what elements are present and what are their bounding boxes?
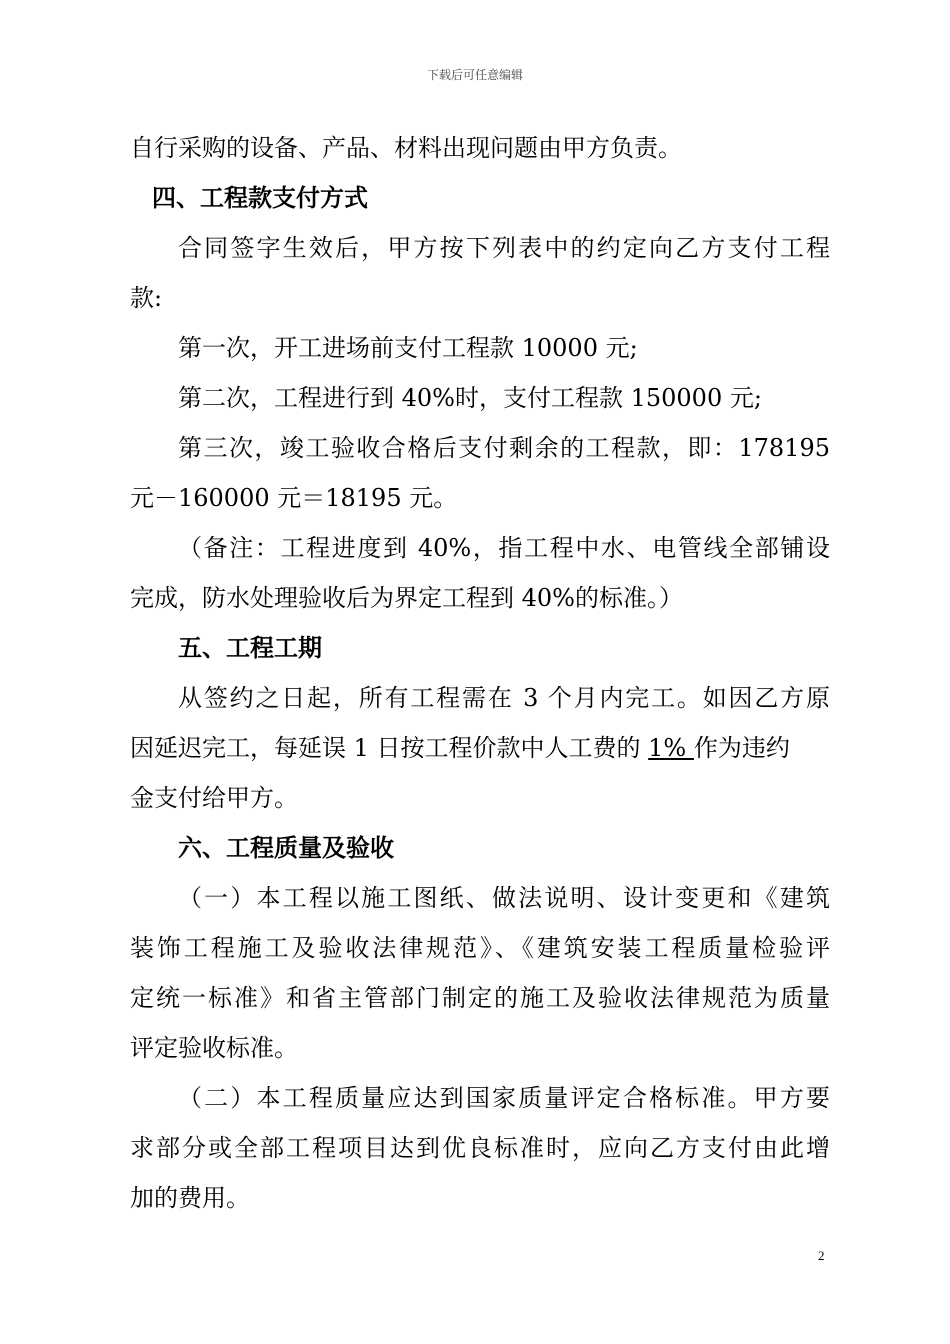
paragraph-line — [130, 732, 830, 764]
paragraph-line: 评定验收标准。 — [130, 1034, 298, 1062]
text-span: 因延迟完工，每延误 1 日按工程价款中人工费的 — [130, 734, 649, 762]
section-heading-quality: 六、工程质量及验收 — [178, 834, 394, 862]
text-span: 作为违约 — [693, 734, 790, 762]
page-number: 2 — [818, 1248, 825, 1263]
paragraph-line: 求部分或全部工程项目达到优良标准时，应向乙方支付由此增 — [130, 1134, 830, 1162]
payment-item-third: 第三次，竣工验收合格后支付剩余的工程款，即：178195 — [178, 434, 830, 462]
paragraph-line: 加的费用。 — [130, 1184, 250, 1212]
section-heading-payment: 四、工程款支付方式 — [152, 184, 368, 212]
payment-item-first: 第一次，开工进场前支付工程款 10000 元; — [178, 334, 638, 362]
paragraph-line: 金支付给甲方。 — [130, 784, 298, 812]
section-heading-duration: 五、工程工期 — [178, 634, 322, 662]
page-header: 下载后可任意编辑 — [426, 68, 523, 82]
paragraph-line: 从签约之日起，所有工程需在 3 个月内完工。如因乙方原 — [178, 684, 830, 712]
payment-item-second: 第二次，工程进行到 40%时，支付工程款 150000 元; — [178, 384, 762, 412]
paragraph-line: 元－160000 元＝18195 元。 — [130, 484, 458, 512]
paragraph-line: 合同签字生效后，甲方按下列表中的约定向乙方支付工程 — [178, 234, 830, 262]
paragraph-line: 自行采购的设备、产品、材料出现问题由甲方负责。 — [130, 134, 682, 162]
paragraph-line: 装饰工程施工及验收法律规范》、《建筑安装工程质量检验评 — [130, 934, 830, 962]
remark-line: （备注：工程进度到 40%，指工程中水、电管线全部铺设 — [178, 534, 830, 562]
remark-line: 完成，防水处理验收后为界定工程到 40%的标准。） — [130, 584, 683, 612]
paragraph-line: 定统一标准》和省主管部门制定的施工及验收法律规范为质量 — [130, 984, 830, 1012]
paragraph-line: （一）本工程以施工图纸、做法说明、设计变更和《建筑 — [178, 884, 830, 912]
underlined-rate: 1% — [648, 734, 694, 762]
paragraph-line: 款: — [130, 284, 163, 312]
paragraph-line: （二）本工程质量应达到国家质量评定合格标准。甲方要 — [178, 1084, 830, 1112]
